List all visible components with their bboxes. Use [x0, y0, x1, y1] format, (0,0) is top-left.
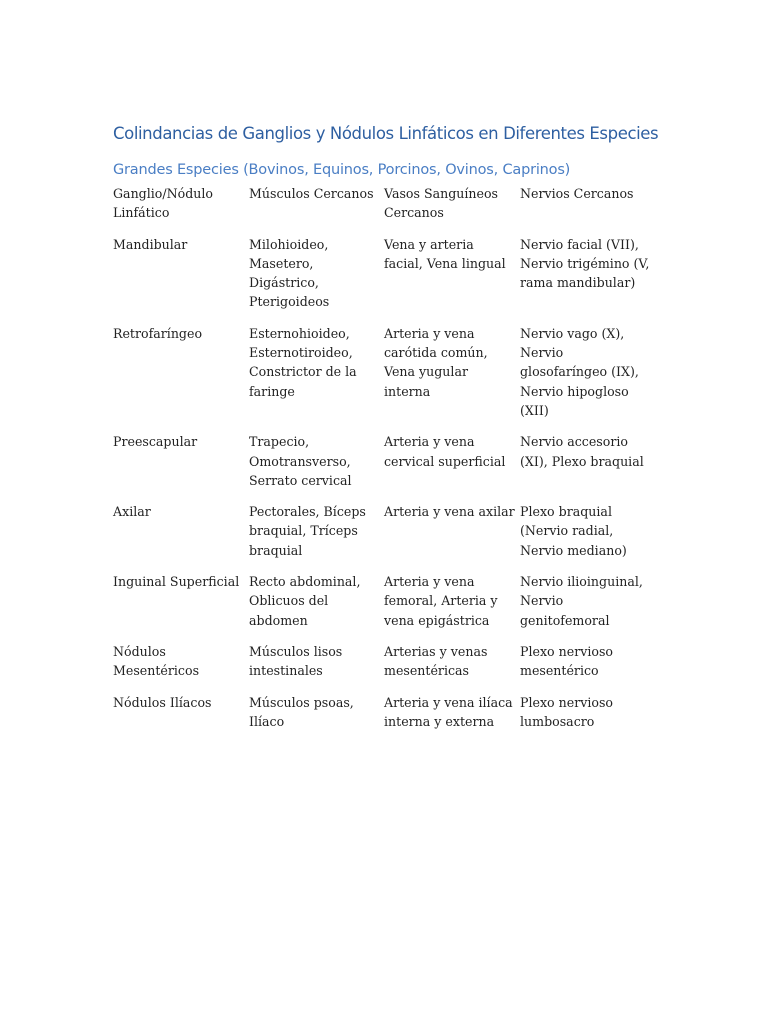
cell-vasos: Arteria y vena ilíaca interna y externa [384, 694, 513, 729]
cell-ganglio: Mandibular [113, 236, 188, 252]
cell-ganglio: Axilar [113, 504, 151, 520]
cell-ganglio: Nódulos Ilíacos [113, 694, 212, 710]
column-header-ganglio: Ganglio/Nódulo Linfático [113, 186, 214, 221]
table-row [113, 693, 658, 732]
cell-musculos: Milohioideo, Masetero, Digástrico, Pterigoideos [249, 236, 330, 310]
table-row [113, 572, 658, 630]
column-header-vasos: Vasos Sanguíneos Cercanos [384, 186, 499, 221]
table-header-row [113, 184, 658, 223]
cell-vasos: Arteria y vena cervical superficial [384, 434, 506, 469]
cell-nervios: Plexo nervioso mesentérico [520, 643, 613, 679]
cell-musculos: Músculos lisos intestinales [249, 643, 343, 679]
cell-vasos: Arteria y vena axilar [384, 504, 515, 520]
cell-vasos: Arteria y vena carótida común, Vena yugular interna [384, 325, 488, 399]
cell-vasos: Vena y arteria facial, Vena lingual [384, 236, 506, 271]
column-header-nervios: Nervios Cercanos [520, 186, 634, 201]
cell-nervios: Plexo braquial (Nervio radial, Nervio mediano) [520, 504, 627, 558]
cell-nervios: Nervio facial (VII), Nervio trigémino (V, rama mandibular) [520, 236, 650, 291]
cell-musculos: Esternohioideo, Esternotiroideo, Constrictor de la faringe [249, 325, 357, 399]
cell-nervios: Nervio ilioinguinal, Nervio genitofemoral [520, 574, 643, 628]
table-row [113, 432, 658, 490]
table-row [113, 642, 658, 681]
cell-musculos: Músculos psoas, Ilíaco [249, 694, 354, 729]
table-row [113, 502, 658, 560]
cell-ganglio: Inguinal Superficial [113, 574, 240, 590]
cell-ganglio: Preescapular [113, 434, 198, 450]
cell-nervios: Nervio accesorio (XI), Plexo braquial [520, 434, 644, 469]
cell-nervios: Plexo nervioso lumbosacro [520, 694, 613, 729]
cell-nervios: Nervio vago (X), Nervio glosofaríngeo (IX), Nervio hipogloso (XII) [520, 325, 639, 418]
cell-ganglio: Nódulos Mesentéricos [113, 643, 200, 679]
table-row [113, 235, 658, 312]
cell-ganglio: Retrofaríngeo [113, 325, 203, 341]
lymph-node-table [113, 184, 658, 743]
table-row [113, 324, 658, 420]
cell-musculos: Recto abdominal, Oblicuos del abdomen [249, 574, 361, 628]
cell-vasos: Arteria y vena femoral, Arteria y vena epigástrica [384, 574, 498, 628]
cell-musculos: Trapecio, Omotransverso, Serrato cervical [249, 434, 352, 488]
section-heading: Grandes Especies (Bovinos, Equinos, Porcinos, Ovinos, Caprinos) [113, 162, 571, 178]
cell-musculos: Pectorales, Bíceps braquial, Tríceps braquial [249, 504, 366, 558]
document-title: Colindancias de Ganglios y Nódulos Linfáticos en Diferentes Especies [113, 124, 659, 143]
cell-vasos: Arterias y venas mesentéricas [384, 643, 488, 679]
column-header-musculos: Músculos Cercanos [249, 186, 374, 201]
